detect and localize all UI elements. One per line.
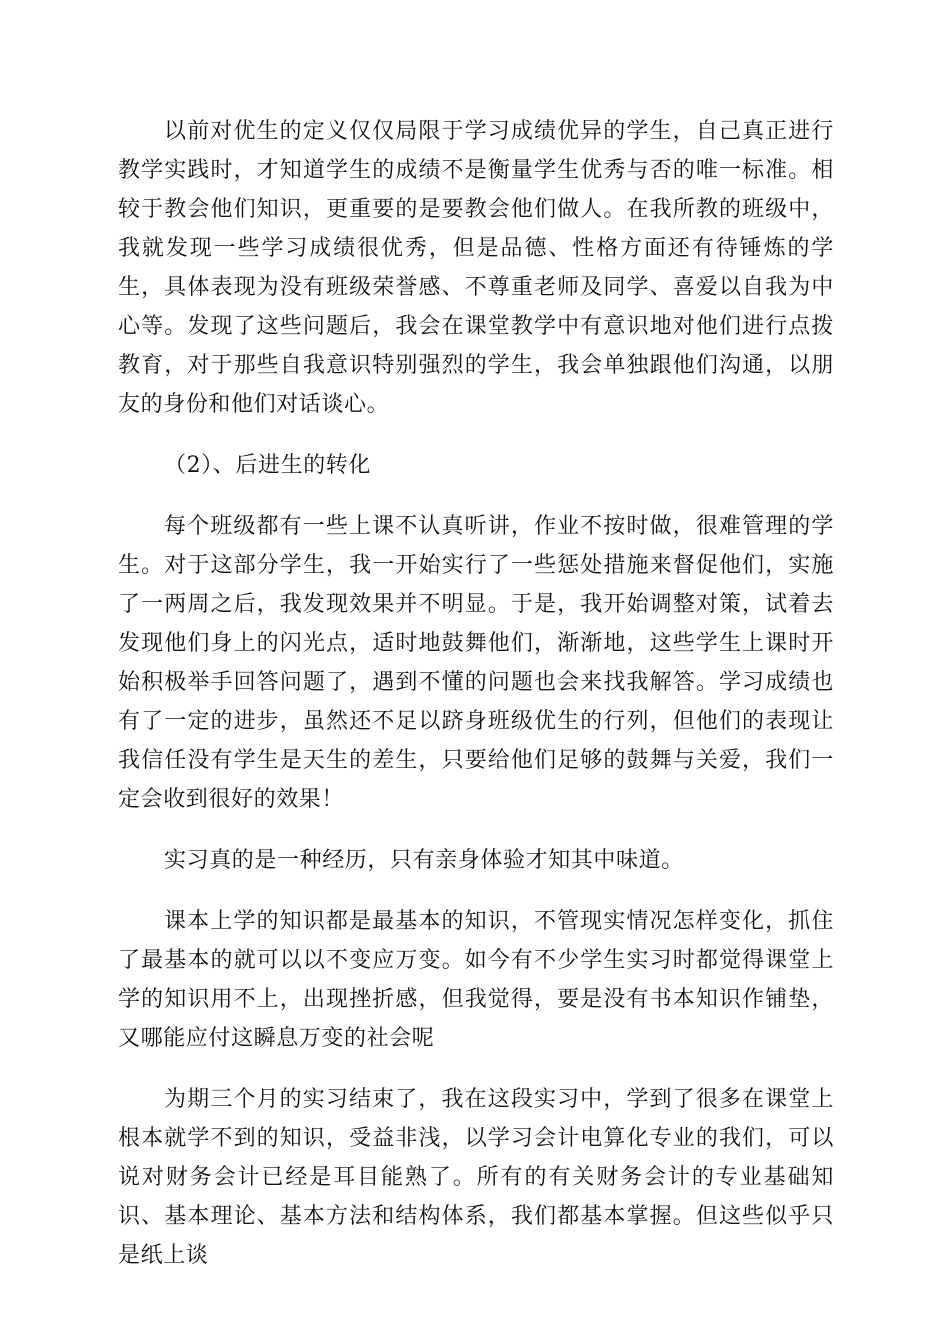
paragraph-textbook-knowledge: 课本上学的知识都是最基本的知识，不管现实情况怎样变化，抓住了最基本的就可以以不变应万变。如今有不少学生实习时都觉得课堂上学的知识用不上，出现挫折感，但我觉得，要是没有书本知识作铺垫，又哪能应付这瞬息万变的社会呢: [118, 909, 834, 1051]
section-heading-underachievers: （2）、后进生的转化: [164, 453, 371, 478]
paragraph-internship-experience: 实习真的是一种经历，只有亲身体验才知其中味道。: [164, 848, 684, 873]
paragraph-excellent-students: 以前对优生的定义仅仅局限于学习成绩优异的学生，自己真正进行教学实践时，才知道学生的成绩不是衡量学生优秀与否的唯一标准。相较于教会他们知识，更重要的是要教会他们做人。在我所教的班级中，我就发现一些学习成绩很优秀，但是品德、性格方面还有待锤炼的学生，具体表现为没有班级荣誉感、不尊重老师及同学、喜爱以自我为中心等。发现了这些问题后，我会在课堂教学中有意识地对他们进行点拨教育，对于那些自我意识特别强烈的学生，我会单独跟他们沟通，以朋友的身份和他们对话谈心。: [118, 119, 834, 417]
paragraph-internship-conclusion: 为期三个月的实习结束了，我在这段实习中，学到了很多在课堂上根本就学不到的知识，受益非浅，以学习会计电算化专业的我们，可以说对财务会计已经是耳目能熟了。所有的有关财务会计的专业基础知识、基本理论、基本方法和结构体系，我们都基本掌握。但这些似乎只是纸上谈: [118, 1087, 834, 1268]
paragraph-underachiever-transformation: 每个班级都有一些上课不认真听讲，作业不按时做，很难管理的学生。对于这部分学生，我一开始实行了一些惩处措施来督促他们，实施了一两周之后，我发现效果并不明显。于是，我开始调整对策，试着去发现他们身上的闪光点，适时地鼓舞他们，渐渐地，这些学生上课时开始积极举手回答问题了，遇到不懂的问题也会来找我解答。学习成绩也有了一定的进步，虽然还不足以跻身班级优生的行列，但他们的表现让我信任没有学生是天生的差生，只要给他们足够的鼓舞与关爱，我们一定会收到很好的效果！: [118, 514, 834, 812]
